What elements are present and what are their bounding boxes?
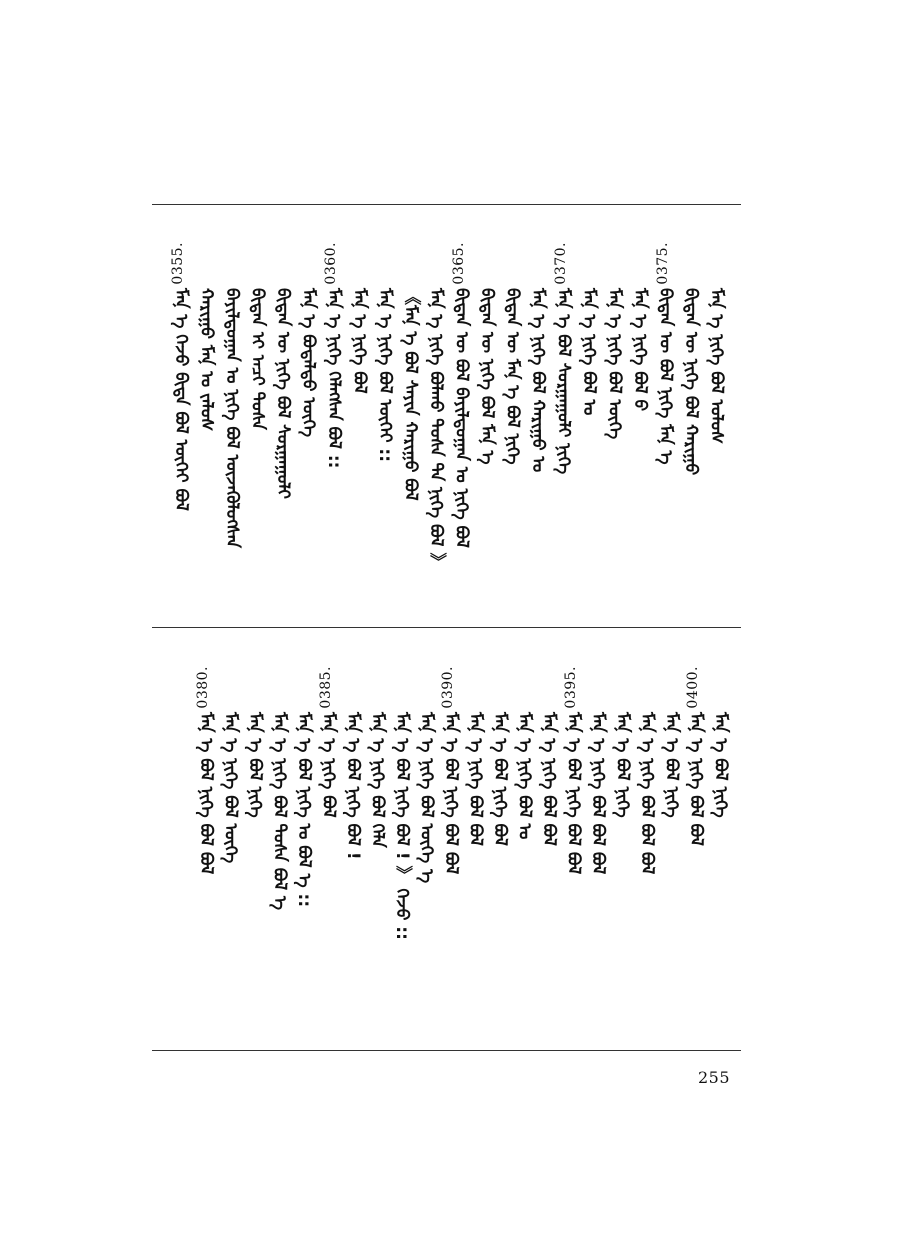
verse-line: ᠮᠡᠨ᠋ ᠡ ᠪᠤᠯ ᠨᠢᠭᠡ — [710, 712, 731, 818]
verse-line: ᠮᠡᠨ᠋ ᠡ ᠨᠢᠭᠡ ᠪᠤᠯ ᠬᠠᠷᠢᠭᠤ ᠤ — [528, 288, 548, 473]
verse-line: ᠮᠡᠨ᠋ ᠡ ᠨᠢᠭᠡ ᠪᠤᠯ ᠤ — [579, 288, 599, 416]
verse-line: ᠮᠡᠨ᠋ ᠡ ᠨᠢᠭᠡ ᠪᠤᠯ ᠪᠤᠯ ᠪᠤᠯ — [588, 712, 608, 875]
line-number: 0355. — [170, 242, 186, 285]
line-number: 0370. — [552, 242, 569, 285]
verse-line: ᠮᠡᠨ᠋ ᠡ ᠨᠢᠭᠡ ᠪᠤᠯ ᠦᠭᠡᠢ :: — [375, 288, 395, 463]
verse-line: ᠪᠢᠳᠡᠨ ᠦ ᠮᠡᠨ᠋ ᠡ ᠪᠤᠯ ᠨᠢᠭᠡ — [502, 288, 523, 465]
verse-line: ᠮᠡᠨ᠋ ᠡ ᠨᠢᠭᠡ ᠪᠤᠯ ᠪᠤᠯ ᠪᠤᠯ — [637, 712, 657, 875]
line-number: 0395. — [562, 666, 579, 709]
verse-line: ᠮᠡᠨ᠋ ᠡ ᠨᠢᠭᠡ ᠪᠤᠯ ᠲᠤᠰᠠ ᠪᠤᠯ ᠡ — [269, 712, 290, 911]
verse-line: ᠮᠡᠨ᠋ ᠡ ᠪᠤᠳᠠᠯᠳᠤ ᠦᠭᠡ — [298, 288, 319, 438]
verse-line: ᠮᠡᠨ᠋ ᠡ ᠨᠢᠭᠡ ᠪᠤᠯ ᠤᠯᠤᠰ — [706, 288, 727, 444]
verse-line: ᠮᠡᠨ᠋ ᠡ ᠨᠢᠭᠡ ᠪᠤᠯ ᠪᠤᠯ — [465, 712, 486, 846]
verse-line: ᠮᠡᠨ᠋ ᠡ ᠪᠤᠯ ᠨᠢᠭᠡ — [245, 712, 265, 818]
verse-line: ᠬᠠᠷᠢᠭᠤ ᠮᠠᠨ᠋ ᠤ ᠵᠠᠯᠤᠰ — [196, 288, 217, 432]
verse-line: ᠮᠡᠨ᠋ ᠡ ᠨᠢᠭᠡ ᠪᠣᠯᠬᠤ ᠲᠤᠰᠠ ᠲᠠ ᠨᠢᠭᠡ ᠪᠤᠯ 》 — [426, 288, 446, 570]
verse-line: ᠮᠡᠨ᠋ ᠡ ᠪᠤᠯ ᠨᠢᠭᠡ ᠪᠤᠯ — [490, 712, 510, 846]
verse-line: ᠮᠡᠨ᠋ ᠡ ᠨᠢᠭᠡ ᠪᠤᠯ ᠪ — [630, 288, 650, 412]
verse-line: ᠮᠡᠨ᠋ ᠡ ᠨᠢᠭᠡ ᠪᠤᠯ ᠪᠤᠯ — [686, 712, 706, 846]
verse-line: ᠮᠡᠨ᠋ ᠡ ᠪᠤᠯ ᠨᠢᠭᠡ ᠤ ᠪᠤᠯ ᠡ :: — [294, 712, 314, 908]
verse-line: ᠮᠡᠨ᠋ ᠡ ᠪᠤᠯ ᠨᠢᠭᠡ — [612, 712, 633, 818]
verse-line: ᠪᠢᠳᠡᠨ ᠦ ᠪᠤᠯ ᠨᠢᠭᠡ ᠮᠡᠨ᠋ ᠡ — [655, 288, 676, 465]
verse-line: ᠮᠡᠨ᠋ ᠡ ᠨᠢᠭᠡ ᠪᠤᠯ ᠦᠭᠡ — [604, 288, 625, 440]
verse-line: ᠪᠢᠳᠡᠨ ᠦ ᠪᠤᠯ ᠪᠠᠶᠢᠯᠳᠤᠭᠠᠨ ᠤ ᠨᠢᠭᠡ ᠪᠤᠯ — [451, 288, 472, 548]
verse-line: ᠮᠡᠨ᠋ ᠡ ᠨᠢᠭᠡ ᠪᠤᠯ ᠤ — [514, 712, 535, 840]
verse-line: ᠪᠢᠳᠡᠨ ᠢ ᠠᠴᠢ ᠲᠤᠰᠠ — [247, 288, 268, 430]
verse-line: ᠪᠠᠶᠢᠯᠳᠤᠭᠠᠨ ᠤ ᠨᠢᠭᠡ ᠪᠤᠯ ᠦᠵᠡᠭᠦᠯᠦᠭᠰᠡᠨ — [222, 288, 242, 548]
line-number: 0375. — [654, 242, 671, 285]
bottom-rule — [152, 1050, 741, 1051]
verse-line: ᠪᠢᠳᠡᠨ ᠦ ᠨᠢᠭᠡ ᠪᠤᠯ ᠰᠤᠷᠭᠠᠭᠤᠯᠢ — [273, 288, 293, 499]
lower-text-block — [195, 634, 745, 1044]
line-number: 0380. — [195, 666, 211, 709]
verse-line: ᠮᠡᠨ᠋ ᠡ ᠪᠤᠯ ᠨᠢᠭᠡ ᠪᠤᠯ ᠪᠤᠯ — [441, 712, 461, 875]
line-number: 0365. — [450, 242, 467, 285]
verse-line: ᠮᠡᠨ᠋ ᠡ ᠨᠢᠭᠡ ᠪᠤᠯ ᠦᠭᠡ ᠡ — [416, 712, 437, 884]
verse-line: ᠪᠢᠳᠡᠨ ᠦ ᠨᠢᠭᠡ ᠪᠤᠯ ᠮᠡᠨ᠋ ᠡ — [477, 288, 497, 465]
top-rule — [152, 204, 741, 205]
verse-line: ᠮᠡᠨ᠋ ᠡ ᠪᠤᠯ ᠨᠢᠭᠡ — [661, 712, 682, 818]
line-number: 0385. — [317, 666, 334, 709]
verse-line: 《ᠮᠡᠨ᠋ ᠡ ᠪᠤᠯ ᠰᠠᠶᠢᠨ ᠬᠠᠷᠢᠭᠤ ᠪᠤᠯ — [400, 288, 421, 501]
verse-line: ᠮᠡᠨ᠋ ᠡ ᠨᠢᠭᠡ ᠪᠤᠯ — [349, 288, 370, 394]
middle-rule — [152, 627, 741, 628]
verse-line: ᠮᠡᠨ᠋ ᠡ ᠭᠡᠵᠦ ᠪᠢᠳᠡ ᠪᠤᠯ ᠦᠭᠡᠢ ᠪᠤᠯ — [171, 288, 191, 511]
verse-line: ᠮᠡᠨ᠋ ᠡ ᠪᠤᠯ ᠨᠢᠭᠡ ᠪᠤᠯ ! 》 ᠭᠡᠵᠦ :: — [392, 712, 412, 940]
verse-line: ᠮᠡᠨ᠋ ᠡ ᠪᠤᠯ ᠨᠢᠭᠡ ᠪᠤᠯ ᠪᠤᠯ — [563, 712, 584, 875]
verse-line: ᠮᠡᠨ᠋ ᠡ ᠪᠤᠯ ᠨᠢᠭᠡ ᠪᠤᠯ ᠪᠤᠯ — [196, 712, 216, 875]
verse-line: ᠮᠡᠨ᠋ ᠡ ᠨᠢᠭᠡ ᠪᠤᠯ ᠦᠭᠡ — [220, 712, 241, 864]
verse-line: ᠮᠡᠨ᠋ ᠡ ᠨᠢᠭᠡ ᠪᠤᠯ — [318, 712, 339, 818]
upper-text-block — [170, 210, 745, 620]
verse-line: ᠮᠡᠨ᠋ ᠡ ᠪᠤᠯ ᠨᠢᠭᠡ ᠪᠤᠯ ! — [343, 712, 363, 860]
line-number: 0360. — [323, 242, 339, 285]
line-number: 0400. — [685, 666, 701, 709]
verse-line: ᠪᠢᠳᠡᠨ ᠦ ᠨᠢᠭᠡ ᠪᠤᠯ ᠬᠠᠷᠢᠭᠤ — [681, 288, 701, 476]
verse-line: ᠮᠡᠨ᠋ ᠡ ᠨᠢᠭᠡ ᠪᠤᠯ ᠬᠡᠯᠡ — [367, 712, 388, 848]
verse-line: ᠮᠡᠨ᠋ ᠡ ᠨᠢᠭᠡ ᠬᠡᠯᠡᠭᠰᠡᠨ ᠪᠤᠯ :: — [324, 288, 344, 469]
verse-line: ᠮᠡᠨ᠋ ᠡ ᠪᠤᠯ ᠰᠤᠷᠭᠠᠭᠤᠯᠢ ᠨᠢᠭᠡ — [553, 288, 574, 475]
line-number: 0390. — [440, 666, 456, 709]
page-number: 255 — [698, 1068, 731, 1087]
verse-line: ᠮᠡᠨ᠋ ᠡ ᠨᠢᠭᠡ ᠪᠤᠯ ᠪᠤᠯ — [539, 712, 559, 846]
